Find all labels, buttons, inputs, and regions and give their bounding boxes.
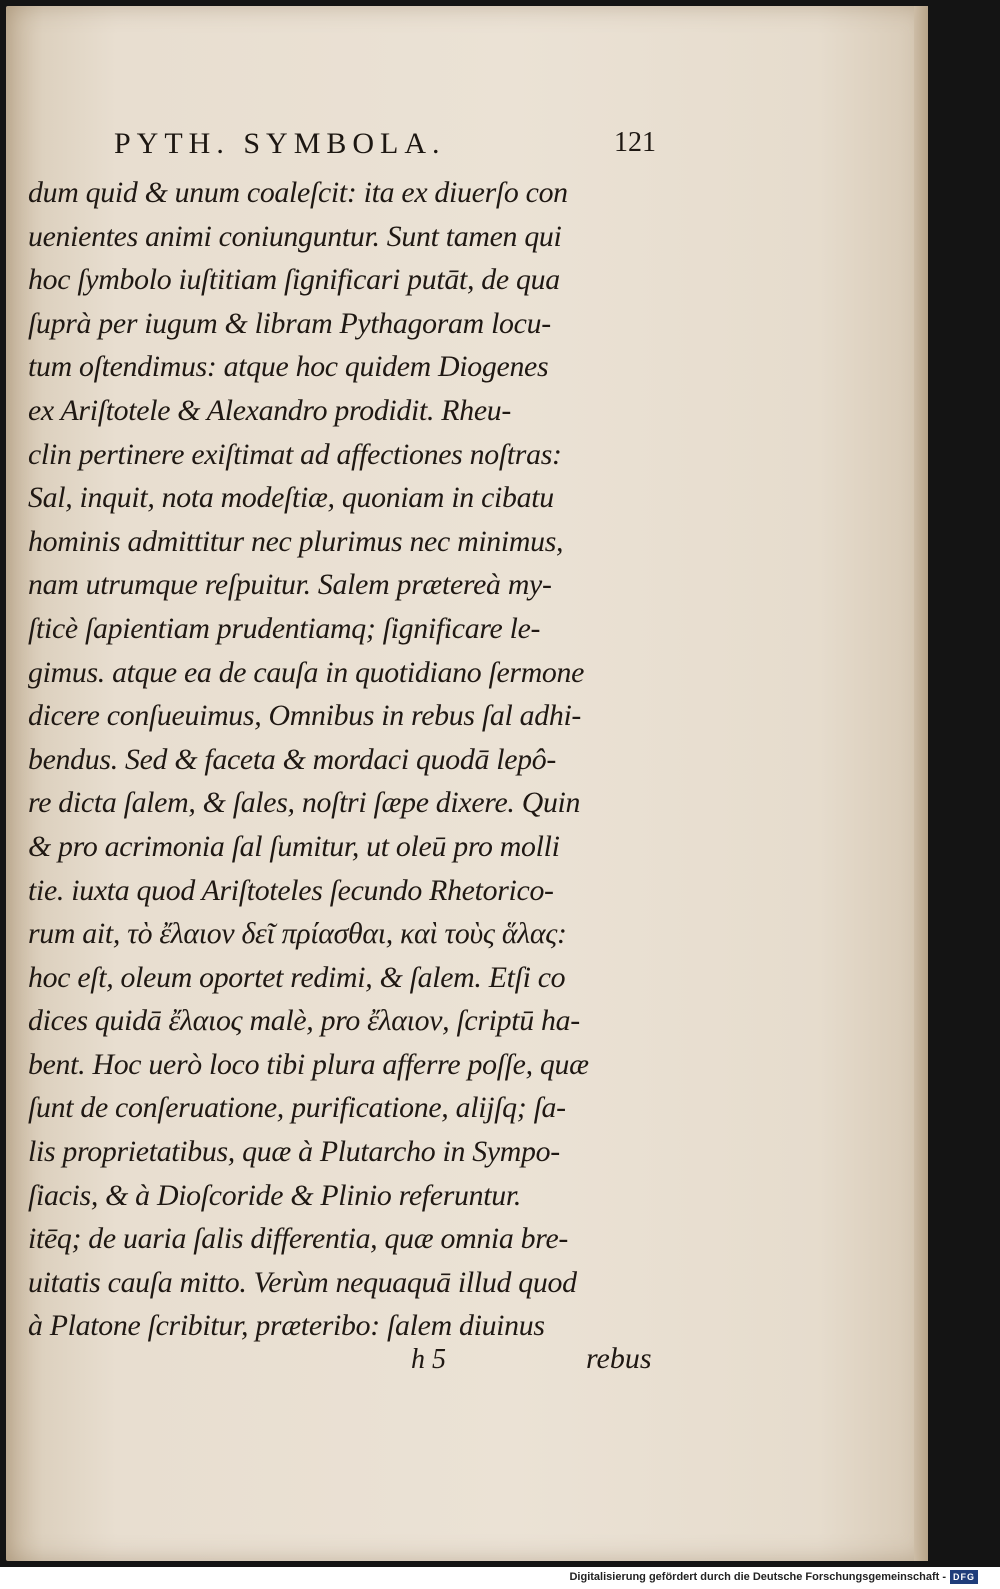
text-line: dum quid & unum coaleſcit: ita ex diuerſo con xyxy=(28,176,568,209)
signature-mark: h 5 xyxy=(411,1344,446,1375)
page-number: 121 xyxy=(614,127,656,158)
text-line: tum oſtendimus: atque hoc quidem Diogenes xyxy=(28,350,549,384)
text-line: tie. iuxta quod Ariſtoteles ſecundo Rhetorico- xyxy=(28,873,554,907)
text-line: hoc ſymbolo iuſtitiam ſignificari putāt, de qua xyxy=(28,263,560,297)
text-line: ſticè ſapientiam prudentiamq; ſignificare le- xyxy=(28,611,541,645)
text-line: dicere conſueuimus, Omnibus in rebus ſal adhi- xyxy=(28,699,582,733)
text-line: uenientes animi coniunguntur. Sunt tamen qui xyxy=(28,219,562,253)
running-head-title: PYTH. SYMBOLA. xyxy=(114,127,446,160)
text-line: ſiacis, & à Dioſcoride & Plinio referuntur. xyxy=(28,1178,521,1212)
text-line: bendus. Sed & faceta & mordaci quodā lepô- xyxy=(28,742,557,776)
text-line: gimus. atque ea de cauſa in quotidiano ſermone xyxy=(28,655,585,689)
catchword: rebus xyxy=(586,1342,652,1375)
footer-bar xyxy=(0,1567,1000,1589)
page-edge xyxy=(914,6,928,1561)
text-line: ſunt de conſeruatione, purificatione, alijſq; ſa- xyxy=(28,1091,566,1125)
text-line: Sal, inquit, nota modeſtiæ, quoniam in cibatu xyxy=(28,481,554,515)
text-line: hoc eſt, oleum oportet redimi, & ſalem. Etſi co xyxy=(28,960,566,994)
text-line: lis proprietatibus, quæ à Plutarcho in Sympo- xyxy=(28,1135,560,1169)
text-line: hominis admittitur nec plurimus nec minimus, xyxy=(28,524,564,558)
book-page xyxy=(6,6,928,1561)
text-line: ex Ariſtotele & Alexandro prodidit. Rheu- xyxy=(28,393,512,427)
text-line: itēq; de uaria ſalis differentia, quæ omnia bre- xyxy=(28,1222,569,1256)
body-text xyxy=(28,171,668,1348)
text-line: re dicta ſalem, & ſales, noſtri ſæpe dixere. Quin xyxy=(28,786,581,820)
text-line: ſuprà per iugum & libram Pythagoram locu- xyxy=(28,306,551,340)
text-line: dices quidā ἔλαιος malè, pro ἔλαιον, ſcriptū ha- xyxy=(28,1004,580,1038)
dfg-logo: DFG xyxy=(950,1570,978,1584)
running-head xyxy=(28,127,656,163)
text-line: clin pertinere exiſtimat ad affectiones noſtras: xyxy=(28,437,562,471)
funding-credit: Digitalisierung gefördert durch die Deutsche Forschungsgemeinschaft - xyxy=(569,1571,946,1583)
text-line: & pro acrimonia ſal ſumitur, ut oleū pro molli xyxy=(28,829,560,863)
text-line: bent. Hoc uerò loco tibi plura afferre poſſe, quæ xyxy=(28,1047,589,1081)
text-line-greek: rum ait, τὸ ἔλαιον δεῖ πρίασθαι, καὶ τοὺς ἅλας: xyxy=(28,917,567,951)
text-line: uitatis cauſa mitto. Verùm nequaquā illud quod xyxy=(28,1265,577,1299)
text-line: à Platone ſcribitur, præteribo: ſalem diuinus xyxy=(28,1309,545,1343)
text-line: nam utrumque reſpuitur. Salem prætereà my- xyxy=(28,568,552,602)
